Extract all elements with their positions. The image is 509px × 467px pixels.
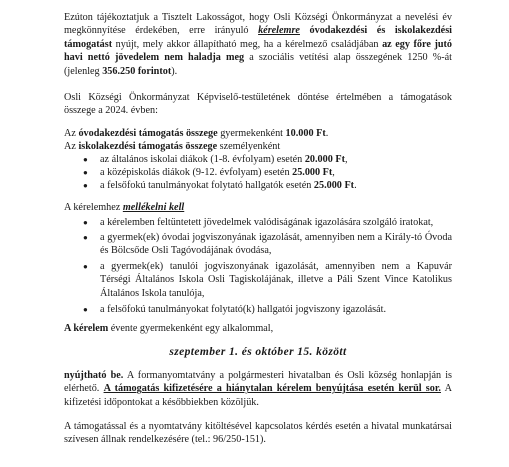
attach-required: mellékelni kell [122, 202, 185, 213]
intro-income-limit: 356.250 forintot [102, 65, 172, 77]
attach-item: a gyermek(ek) óvodai jogviszonyának igazolását, amennyiben nem a Király-tó Óvoda és Bölcsőde Osli Tagóvodájának óvodása, [100, 232, 452, 257]
intro-text-4: ). [171, 65, 178, 77]
submit-text-1: A formanyomtatvány a polgármesteri hivatalban és Osli község honlapján is elérhető. [64, 370, 453, 395]
ovoda-pre: Az [64, 128, 79, 139]
ovoda-mid: gyermekenként [217, 128, 286, 139]
submit-paragraph [64, 369, 452, 409]
school-item-end: , [345, 154, 348, 165]
school-item-end: , [332, 167, 335, 178]
school-item-text: a felsőfokú tanulmányokat folytató hallgatók esetén [100, 180, 314, 191]
submit-text-2: A kifizetési időpontokat a későbbiekben közöljük. [64, 383, 452, 408]
school-item [100, 179, 452, 192]
contact-paragraph: A támogatással és a nyomtatvány kitöltésével kapcsolatos kérdés esetén a hivatal munkatársai szívesen állnak rendelkezésére (tel.: 96/250-151). [64, 421, 452, 446]
school-item-text: az általános iskolai diákok (1-8. évfolyam) esetén [100, 154, 305, 165]
attach-item: a felsőfokú tanulmányokat folytató(k) hallgatói jogviszony igazolását. [100, 304, 387, 315]
iskola-label: iskolakezdési támogatás összege [78, 141, 218, 152]
intro-keyword-request: kérelemre [258, 25, 300, 37]
school-item-amount: 25.000 Ft [313, 180, 355, 191]
bullet-icon: ● [83, 305, 88, 314]
submission-period: szeptember 1. és október 15. között [169, 346, 347, 358]
attach-item: a kérelemben feltüntetett jövedelmek valódiságának igazolására szolgáló iratokat, [100, 217, 434, 228]
iskola-pre: Az [64, 141, 79, 152]
intro-paragraph [64, 11, 452, 78]
intro-income-condition: az egy főre jutó havi nettó jövedelem nem haladja meg [64, 38, 452, 64]
intro-text-2: nyújt, mely akkor állapítható meg, ha a kérelmező családjában [112, 38, 383, 50]
bullet-icon: ● [83, 181, 88, 190]
school-item-amount: 20.000 Ft [304, 154, 345, 165]
once-rest: évente gyermekenként egy alkalommal, [108, 323, 274, 334]
ovoda-label: óvodakezdési támogatás összege [78, 128, 218, 139]
attach-pre: A kérelemhez [64, 202, 123, 213]
school-item-amount: 25.000 Ft [292, 167, 333, 178]
intro-support-types: óvodakezdési és iskolakezdési támogatást [64, 25, 453, 50]
bullet-icon: ● [83, 155, 88, 164]
intro-text-3: a szociális vetítési alap összegének 1250 %-át (jelenleg [64, 52, 452, 77]
bullet-icon: ● [83, 233, 88, 242]
bullet-icon: ● [83, 168, 88, 177]
ovoda-amount: 10.000 Ft [285, 128, 326, 139]
iskola-line [64, 140, 452, 153]
iskola-end: személyenként [217, 141, 281, 152]
once-bold: A kérelem [64, 323, 109, 334]
bullet-icon: ● [83, 262, 88, 271]
school-item-end: . [354, 180, 357, 191]
once-line [64, 322, 452, 335]
attach-item: a gyermek(ek) tanulói jogviszonyának igazolását, amennyiben nem a Kapuvár Térségi Általános Iskola Osli Tagiskolájának, illetve a Páli Szent Vince Katolikus Általános Iskola tanulója, [100, 261, 452, 299]
submit-payment-condition: A támogatás kifizetésére a hiánytalan kérelem benyújtása esetén kerül sor. [103, 383, 441, 395]
school-item [100, 166, 452, 179]
ovoda-line [64, 127, 452, 140]
ovoda-end: . [325, 128, 329, 139]
bullet-icon: ● [83, 218, 88, 227]
submit-bold: nyújtható be. [64, 370, 124, 381]
intro-text-1: Ezúton tájékoztatjuk a Tisztelt Lakosságot, hogy Osli Községi Önkormányzat a nevelési év megkönnyítése érdekében, erre irányuló [64, 12, 452, 37]
attach-heading [64, 201, 452, 214]
school-item-text: a középiskolás diákok (9-12. évfolyam) esetén [100, 167, 293, 178]
school-item [100, 153, 452, 166]
decision-paragraph: Osli Községi Önkormányzat Képviselő-testületének döntése értelmében a támogatások összege a 2024. évben: [64, 92, 452, 117]
